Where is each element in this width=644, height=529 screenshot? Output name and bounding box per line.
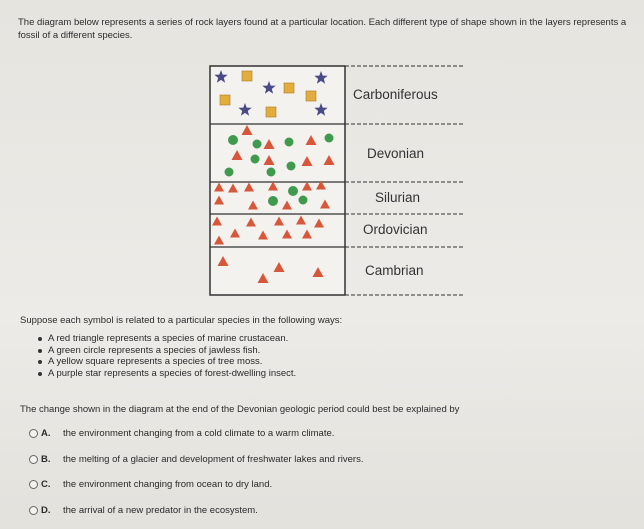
layer-label-ordovician: Ordovician <box>363 222 428 237</box>
question-stem: The change shown in the diagram at the end of the Devonian geologic period could best be explained by <box>20 404 460 415</box>
choice-text: the environment changing from ocean to dry land. <box>63 479 273 490</box>
radio-button-d[interactable] <box>29 506 38 515</box>
rock-layer-diagram <box>207 64 467 300</box>
answer-choice-b[interactable] <box>29 454 363 465</box>
green-circle-fossil <box>228 135 238 145</box>
choice-letter: B. <box>41 454 51 465</box>
layer-label-cambrian: Cambrian <box>365 263 424 278</box>
key-intro: Suppose each symbol is related to a particular species in the following ways: <box>20 315 343 326</box>
choice-letter: C. <box>41 479 51 490</box>
key-item-square: A yellow square represents a species of tree moss. <box>38 356 296 368</box>
green-circle-fossil <box>287 162 296 171</box>
choice-text: the environment changing from a cold climate to a warm climate. <box>63 428 335 439</box>
symbol-key-list <box>38 333 296 379</box>
yellow-square-fossil <box>284 83 294 93</box>
yellow-square-fossil <box>220 95 230 105</box>
yellow-square-fossil <box>242 71 252 81</box>
radio-button-b[interactable] <box>29 455 38 464</box>
green-circle-fossil <box>288 186 298 196</box>
green-circle-fossil <box>268 196 278 206</box>
green-circle-fossil <box>325 134 334 143</box>
answer-choice-a[interactable] <box>29 428 334 439</box>
green-circle-fossil <box>285 138 294 147</box>
layer-label-carboniferous: Carboniferous <box>353 87 438 102</box>
green-circle-fossil <box>299 196 308 205</box>
layer-label-devonian: Devonian <box>367 146 425 161</box>
choice-text: the arrival of a new predator in the ecosystem. <box>63 505 258 516</box>
layer-label-silurian: Silurian <box>375 190 421 205</box>
green-circle-fossil <box>267 168 276 177</box>
key-item-triangle: A red triangle represents a species of marine crustacean. <box>38 333 296 345</box>
key-item-circle: A green circle represents a species of jawless fish. <box>38 345 296 357</box>
key-item-star: A purple star represents a species of forest-dwelling insect. <box>38 368 296 380</box>
answer-choice-d[interactable] <box>29 505 258 516</box>
radio-button-c[interactable] <box>29 480 38 489</box>
green-circle-fossil <box>253 140 262 149</box>
choice-letter: D. <box>41 505 51 516</box>
choice-letter: A. <box>41 428 51 439</box>
green-circle-fossil <box>225 168 234 177</box>
choice-text: the melting of a glacier and development of freshwater lakes and rivers. <box>63 454 364 465</box>
yellow-square-fossil <box>306 91 316 101</box>
radio-button-a[interactable] <box>29 429 38 438</box>
intro-text: The diagram below represents a series of rock layers found at a particular location. Each different type of shape shown in the layers represents a fossil of a different species. <box>18 17 627 41</box>
answer-choice-c[interactable] <box>29 479 272 490</box>
yellow-square-fossil <box>266 107 276 117</box>
green-circle-fossil <box>251 155 260 164</box>
